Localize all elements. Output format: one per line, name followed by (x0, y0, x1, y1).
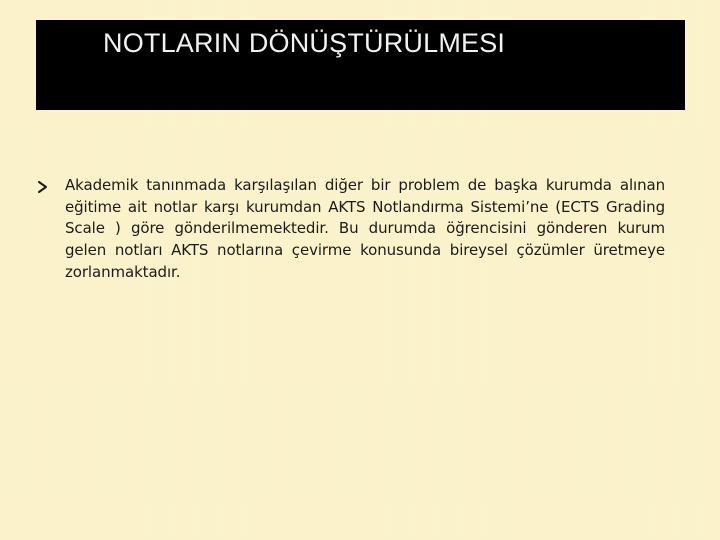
body-paragraph: Akademik tanınmada karşılaşılan diğer bir problem de başka kurumda alınan eğitime ait notlar karşı kurumdan AKTS Notlandırma Sistemi’ne (ECTS Grading Scale ) göre gönderilmemektedir. Bu durumda öğrencisini gönderen kurum gelen notları AKTS notlarına çevirme konusunda bireysel çözümler üretmeye zorlanmaktadır. (65, 176, 665, 281)
slide-title: NOTLARIN DÖNÜŞTÜRÜLMESI (103, 28, 506, 58)
arrowhead-bullet-icon (37, 180, 49, 194)
